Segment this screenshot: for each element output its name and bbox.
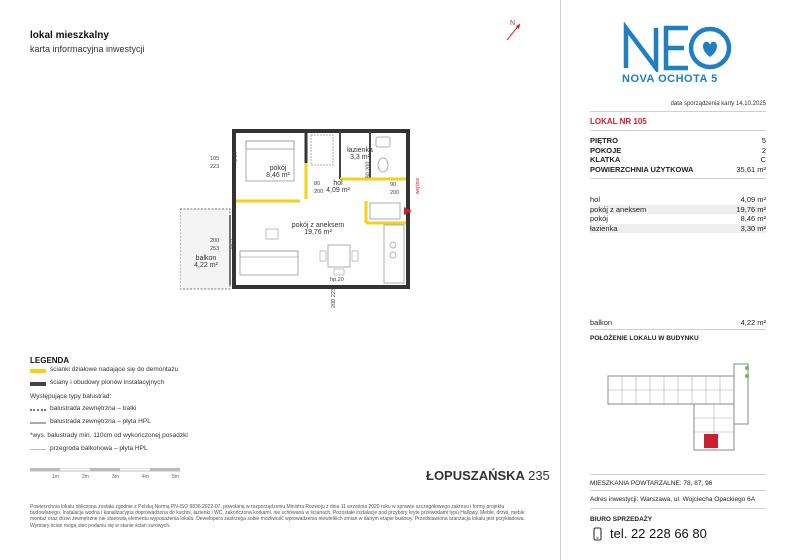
divider [590,329,766,330]
dim-door-1: 80 200 [314,181,324,195]
divider [590,474,766,475]
room-label-hol: hol 4,09 m² [326,180,350,194]
document-subtitle: karta informacyjna inwestycji [30,44,145,54]
legend-swatch-dark [30,382,46,386]
dim-height-2: hp.0 [229,239,236,249]
scale-tick: 4m [142,474,149,480]
legend-swatch-yellow [30,369,46,373]
dim-balcony: 200 253 [210,238,220,252]
card-date: data sporządzenia karty 14.10.2025 [670,101,766,107]
spec-list [590,136,766,174]
neo-logo [622,22,732,72]
dim-window: 105 223 [210,156,220,170]
spec-row: POKOJE 2 [590,145,766,155]
divider [590,130,766,131]
room-list [590,195,766,233]
phone-icon [590,527,604,541]
legend-note: *wys. balustrady min. 110cm od wykończonej posadzki [30,432,188,439]
legend-balustrade-title: Występujące typy balustrad: [30,393,112,400]
scale-tick: 2m [82,474,89,480]
room-row: łazienka 3,30 m² [590,223,766,233]
street-name: ŁOPUSZAŃSKA 235 [426,468,550,483]
dim-door-3: 90 200 [390,182,400,196]
dim-height: hp.20 [232,151,239,165]
divider [590,508,766,509]
room-row: hol 4,09 m² [590,195,766,204]
sales-label: BIURO SPRZEDAŻY [590,516,653,523]
room-row: pokój z aneksem 19,76 m² [590,204,766,214]
dim-height-3: hp.20 [330,277,344,283]
spec-row: POWIERZCHNIA UŻYTKOWA 35,61 m² [590,164,766,174]
footer-disclaimer: Powierzchnia lokalu obliczona została zgodnie z Polską Normą PN-ISO 9836:2022-07, powołaną w rozporządzeniu Ministra Rozwoju z dnia 11 września 2020 roku w sprawie szczegółowego zakresu i formy projektu budowlanego. Instalacja wodna i kanalizacyjna doprowadzona do kuchni, łazienki i WC, zakończona korkami, nie schowana w ścianach. Pozostałe instalacje pod przybory kryte przewodami typu Hallowy. Meble, drzwi, meble montaż oraz drzwi zewnętrzne nie stanowią elementu wyposażenia lokalu. Dewelopera zastrzega sobie możliwość wprowadzenia niewielkich zmian w danym etapie budowy. Przedstawiona aranżacja lokalu jest przykładowa. Wymiary ścian mogą ulec podaniu się w stanie ścian surowych. [30,504,525,529]
legend-swatch-partition [30,449,46,450]
dim-door-2: 80 200 [365,161,372,179]
phone-number[interactable]: tel. 22 228 66 80 [610,526,707,541]
location-label: POŁOŻENIE LOKALU W BUDYNKU [590,335,699,342]
building-location-map [600,354,760,472]
legend-item: balustrada zewnętrzna – płyta HPL [50,418,151,425]
document-title: lokal mieszkalny [30,30,109,41]
room-label-aneks: pokój z aneksem 19,76 m² [291,222,345,236]
lokal-number: LOKAL NR 105 [590,117,647,126]
scale-tick: 3m [112,474,119,480]
legend-swatch-hpl [30,422,46,424]
room-label-balkon: balkon 4,22 m² [194,255,218,269]
divider [590,178,766,179]
legend-item: ścianki działowe nadające się do demontażu [50,366,179,373]
panel-divider [560,0,561,560]
entrance-label: wejście [415,177,422,195]
spec-row: PIĘTRO 5 [590,136,766,145]
scale-tick: 1m [52,474,59,480]
legend-swatch-tralki [30,409,46,413]
balcony-row: balkon 4,22 m² [590,318,766,327]
legend-title: LEGENDA [30,356,70,365]
legend-item: przegroda balkonowa – płyta HPL [50,445,148,452]
dim-window-2: 200 223 [330,288,337,308]
repeat-label: MIESZKANIA POWTARZALNE: 78, 87, 96 [590,480,713,487]
north-label: N [510,20,516,27]
floor-plan [180,125,440,315]
scale-tick: 5m [172,474,179,480]
divider [590,490,766,491]
spec-row: KLATKA C [590,155,766,164]
brand-name: NOVA OCHOTA 5 [622,73,718,85]
north-arrow-icon [504,20,524,42]
room-label-pokoj: pokój 8,46 m² [266,165,290,179]
legend-item: ściany i obudowy pionów instalacyjnych [50,379,165,386]
room-row: pokój 8,46 m² [590,214,766,223]
divider [590,111,766,112]
scale-bar [30,468,180,484]
room-label-lazienka: łazienka 3,3 m² [347,147,373,161]
address: Adres inwestycji: Warszawa, ul. Wojciecha Opackiego 6A [590,496,756,503]
legend-item: balustrada zewnętrzna – tralki [50,405,137,412]
